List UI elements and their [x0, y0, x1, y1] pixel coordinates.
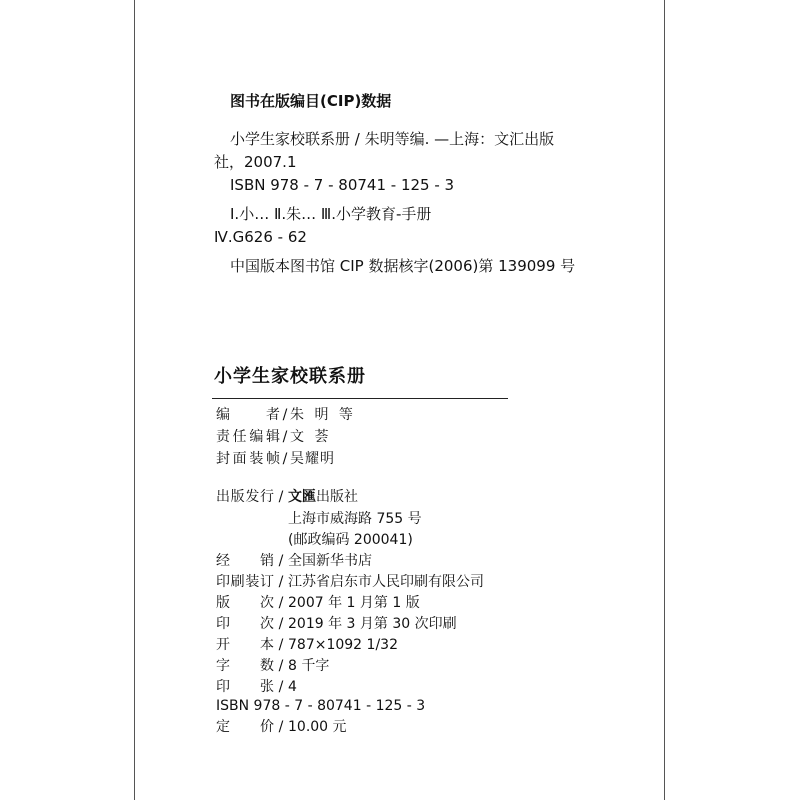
- cip-line-publisher: 社，2007.1: [214, 153, 297, 171]
- detail-label: 开本: [216, 637, 274, 653]
- price-separator: /: [278, 719, 284, 735]
- detail-separator: /: [278, 637, 284, 653]
- price-value: 10.00 元: [288, 719, 347, 735]
- detail-separator: /: [278, 679, 284, 695]
- detail-row-edition: [216, 594, 420, 612]
- publisher-separator: /: [278, 489, 284, 505]
- publisher-row: [216, 488, 358, 506]
- credit-label: 封面装帧: [216, 451, 280, 467]
- cip-heading: 图书在版编目(CIP)数据: [230, 92, 392, 110]
- price-label: 定价: [216, 719, 274, 735]
- detail-row-printing: [216, 615, 457, 633]
- cip-line-isbn: ISBN 978 - 7 - 80741 - 125 - 3: [230, 176, 455, 194]
- detail-row-distributor: [216, 552, 372, 570]
- credit-label: 编者: [216, 407, 280, 423]
- detail-value: 4: [288, 679, 297, 695]
- credit-row-editor: [216, 406, 356, 424]
- cip-line-title: 小学生家校联系册 / 朱明等编. —上海：文汇出版: [230, 130, 555, 148]
- detail-value: 2007 年 1 月第 1 版: [288, 595, 420, 611]
- copyright-page: [134, 0, 665, 800]
- credit-value: 吴耀明: [290, 451, 335, 467]
- credit-label: 责任编辑: [216, 429, 280, 445]
- detail-separator: /: [278, 658, 284, 674]
- detail-separator: /: [278, 616, 284, 632]
- detail-label: 印张: [216, 679, 274, 695]
- credit-row-cover-design: [216, 450, 335, 468]
- credit-value: 文 荟: [290, 429, 332, 445]
- publisher-logo: 文匯: [288, 489, 316, 505]
- credit-separator: /: [282, 407, 288, 423]
- cip-line-subjects: Ⅰ.小… Ⅱ.朱… Ⅲ.小学教育-手册: [230, 205, 432, 223]
- detail-label: 印次: [216, 616, 274, 632]
- detail-value: 全国新华书店: [288, 553, 372, 569]
- detail-separator: /: [278, 574, 284, 590]
- footer-isbn: ISBN 978 - 7 - 80741 - 125 - 3: [216, 698, 426, 714]
- credit-row-responsible-editor: [216, 428, 331, 446]
- detail-row-word-count: [216, 657, 329, 675]
- detail-separator: /: [278, 595, 284, 611]
- detail-label: 字数: [216, 658, 274, 674]
- publisher-address: 上海市威海路 755 号: [288, 511, 422, 527]
- price-row: [216, 718, 347, 736]
- cip-line-classification: Ⅳ.G626 - 62: [214, 228, 307, 246]
- detail-value: 江苏省启东市人民印刷有限公司: [288, 574, 484, 590]
- detail-value: 787×1092 1/32: [288, 637, 398, 653]
- cip-line-record-number: 中国版本图书馆 CIP 数据核字(2006)第 139099 号: [230, 257, 576, 275]
- title-divider: [212, 398, 508, 399]
- publisher-name-suffix: 出版社: [316, 489, 358, 505]
- credit-value: 朱 明 等: [290, 407, 356, 423]
- publisher-postcode: (邮政编码 200041): [288, 532, 413, 548]
- detail-row-format: [216, 636, 398, 654]
- publisher-label: 出版发行: [216, 489, 274, 505]
- detail-label: 印刷装订: [216, 574, 274, 590]
- book-title: 小学生家校联系册: [214, 366, 366, 387]
- detail-row-sheets: [216, 678, 297, 696]
- detail-value: 8 千字: [288, 658, 330, 674]
- credit-separator: /: [282, 451, 288, 467]
- detail-label: 经销: [216, 553, 274, 569]
- detail-label: 版次: [216, 595, 274, 611]
- detail-value: 2019 年 3 月第 30 次印刷: [288, 616, 457, 632]
- credit-separator: /: [282, 429, 288, 445]
- detail-row-printer: [216, 573, 484, 591]
- detail-separator: /: [278, 553, 284, 569]
